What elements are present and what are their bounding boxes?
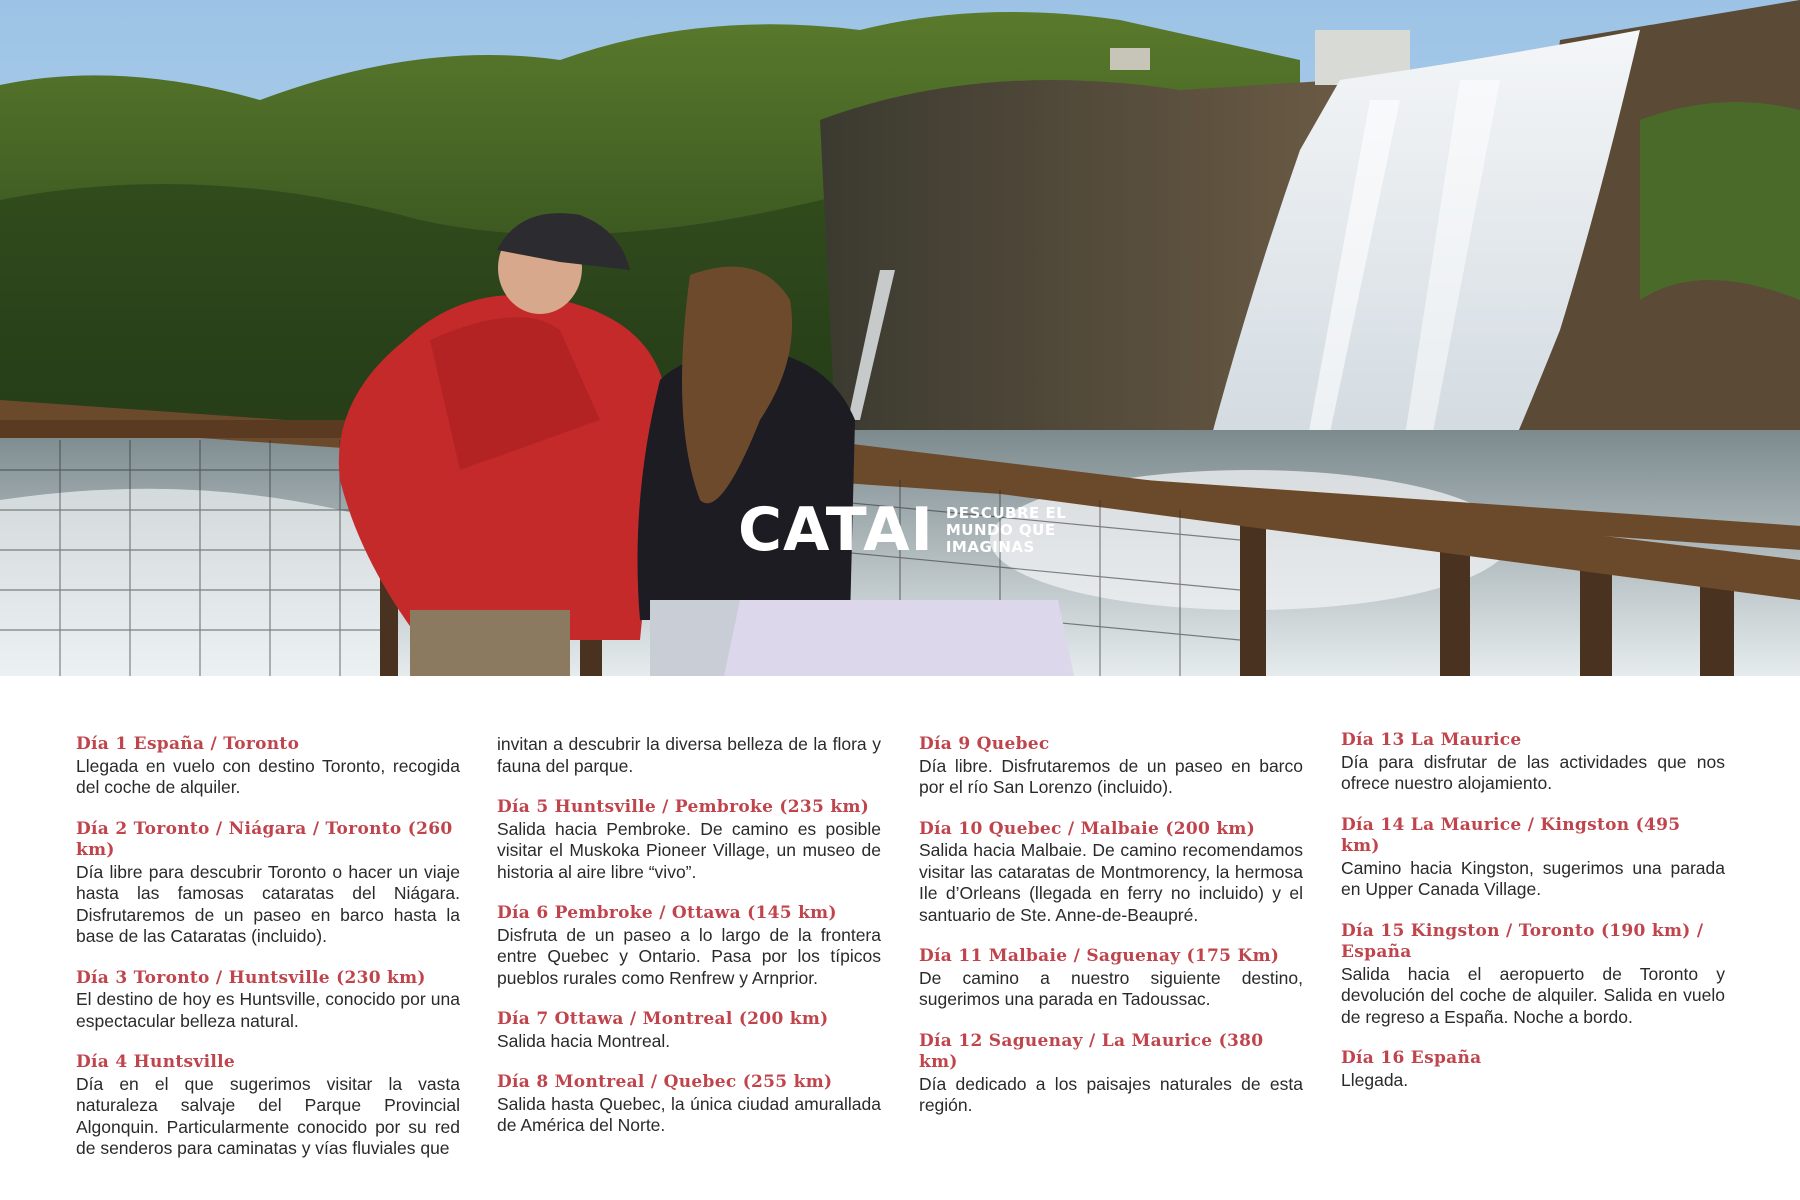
day-description: De camino a nuestro siguiente destino, sugerimos una parada en Tadoussac.	[919, 967, 1303, 1009]
itinerary-day	[1341, 730, 1725, 795]
day-title: Día 2 Toronto / Niágara / Toronto (260 km)	[76, 818, 453, 860]
lavender-tab-shape	[724, 600, 1074, 676]
itinerary-day	[919, 1031, 1303, 1117]
day-description: Salida hasta Quebec, la única ciudad amurallada de América del Norte.	[497, 1093, 881, 1135]
itinerary-column-2	[497, 734, 881, 1157]
itinerary-day	[497, 1009, 881, 1052]
day-title: Día 10 Quebec / Malbaie (200 km)	[919, 818, 1256, 839]
day-title: Día 15 Kingston / Toronto (190 km) / España	[1341, 920, 1704, 962]
itinerary-day	[497, 797, 881, 883]
brand-logo	[738, 495, 1067, 565]
day-description: Llegada en vuelo con destino Toronto, recogida del coche de alquiler.	[76, 755, 460, 797]
itinerary-day	[919, 946, 1303, 1011]
day-title: Día 3 Toronto / Huntsville (230 km)	[76, 967, 426, 988]
day-description: Día para disfrutar de las actividades que nos ofrece nuestro alojamiento.	[1341, 751, 1725, 793]
itinerary-day	[919, 819, 1303, 927]
tagline-line-3: IMAGINAS	[945, 537, 1035, 556]
itinerary-day	[1341, 815, 1725, 901]
tagline-line-2: MUNDO QUE	[945, 520, 1056, 539]
day-title: Día 16 España	[1341, 1048, 1482, 1068]
itinerary-column-1	[76, 734, 460, 1180]
itinerary-day	[76, 819, 460, 948]
day-description: Día dedicado a los paisajes naturales de esta región.	[919, 1073, 1303, 1115]
day-description: Camino hacia Kingston, sugerimos una parada en Upper Canada Village.	[1341, 857, 1725, 899]
day-title: Día 12 Saguenay / La Maurice (380 km)	[919, 1030, 1264, 1072]
itinerary-day	[76, 968, 460, 1033]
day-title: Día 4 Huntsville	[76, 1052, 235, 1072]
itinerary-day	[76, 1052, 460, 1160]
itinerary-continuation	[497, 734, 881, 777]
day-description: Salida hacia Pembroke. De camino es posible visitar el Muskoka Pioneer Village, un museo de historia al aire libre “vivo”.	[497, 818, 881, 882]
itinerary-columns	[0, 730, 1800, 1174]
day-title: Día 11 Malbaie / Saguenay (175 Km)	[919, 946, 1280, 966]
itinerary-column-3	[919, 734, 1303, 1137]
itinerary-day	[1341, 1048, 1725, 1091]
day-title: Día 6 Pembroke / Ottawa (145 km)	[497, 903, 837, 923]
day-description: Salida hacia Malbaie. De camino recomendamos visitar las cataratas de Montmorency, la hermosa Ile d’Orleans (llegada en ferry no incluido) y el santuario de Ste. Anne-de-Beaupré.	[919, 840, 1303, 925]
itinerary-day	[919, 734, 1303, 799]
day-title: Día 5 Huntsville / Pembroke (235 km)	[497, 797, 870, 817]
day-description: Salida hacia Montreal.	[497, 1030, 671, 1051]
itinerary-day	[76, 734, 460, 799]
itinerary-day	[497, 903, 881, 989]
itinerary-day	[497, 1072, 881, 1137]
day-title: Día 1 España / Toronto	[76, 734, 300, 754]
day-description: El destino de hoy es Huntsville, conocido por una espectacular belleza natural.	[76, 989, 460, 1031]
day-title: Día 14 La Maurice / Kingston (495 km)	[1341, 814, 1681, 856]
itinerary-column-4	[1341, 730, 1725, 1111]
day-description: Día en el que sugerimos visitar la vasta naturaleza salvaje del Parque Provincial Algonquin. Particularmente conocido por su red de senderos para caminatas y vías fluviales que	[76, 1073, 460, 1158]
day-description-continued: invitan a descubrir la diversa belleza de la flora y fauna del parque.	[497, 734, 881, 776]
day-description: Día libre para descubrir Toronto o hacer un viaje hasta las famosas cataratas del Niágara. Disfrutaremos de un paseo en barco hasta la base de las Cataratas (incluido).	[76, 861, 460, 946]
day-title: Día 9 Quebec	[919, 734, 1050, 754]
day-title: Día 8 Montreal / Quebec (255 km)	[497, 1072, 833, 1092]
brand-name: CATAI	[738, 495, 934, 565]
itinerary-day	[1341, 921, 1725, 1029]
day-description: Llegada.	[1341, 1069, 1409, 1090]
day-title: Día 7 Ottawa / Montreal (200 km)	[497, 1009, 829, 1029]
brand-tagline	[946, 505, 1066, 556]
tagline-line-1: DESCUBRE EL	[945, 503, 1067, 522]
day-description: Salida hacia el aeropuerto de Toronto y devolución del coche de alquiler. Salida en vuelo de regreso a España. Noche a bordo.	[1341, 963, 1725, 1027]
day-description: Día libre. Disfrutaremos de un paseo en barco por el río San Lorenzo (incluido).	[919, 755, 1303, 797]
day-description: Disfruta de un paseo a lo largo de la frontera entre Quebec y Ontario. Pasa por los típicos pueblos rurales como Renfrew y Arnprior.	[497, 924, 881, 988]
day-title: Día 13 La Maurice	[1341, 730, 1522, 750]
